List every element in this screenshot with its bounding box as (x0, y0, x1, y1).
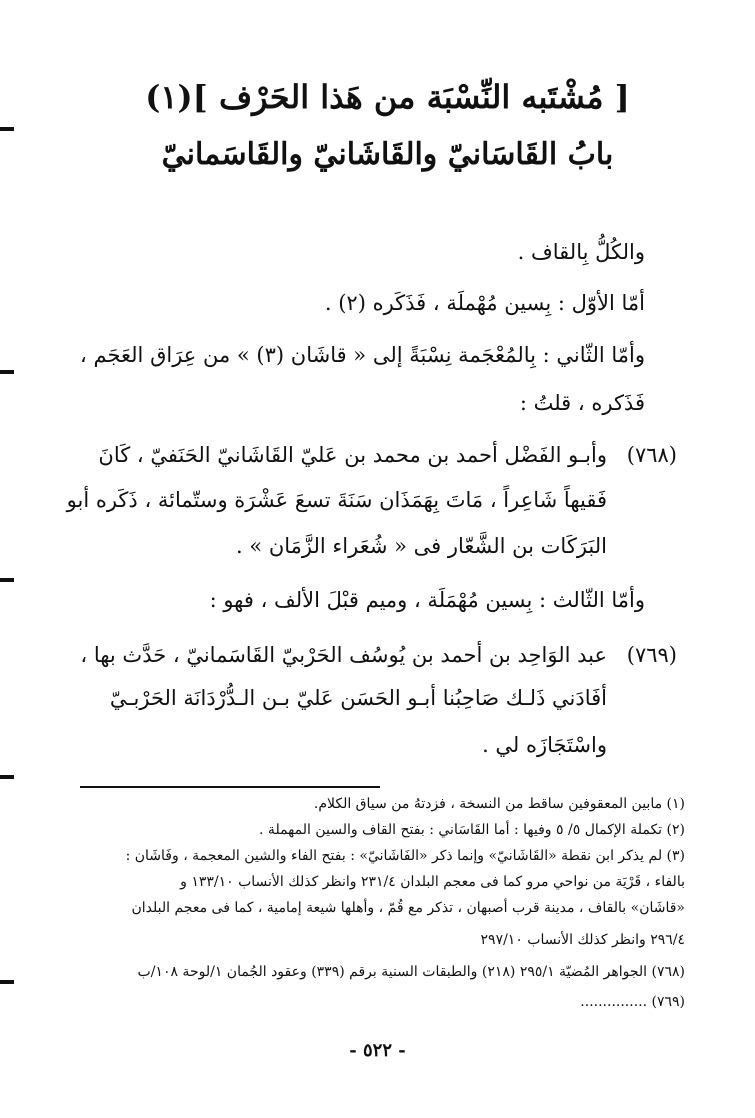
entry-768 (55, 440, 677, 570)
entry-number: (٧٦٨) (626, 443, 677, 467)
footnote-separator (80, 786, 380, 788)
margin-mark (0, 980, 14, 984)
footnote: بالفاء ، قَرْيَة من نواحي مرو كما فى معجم البلدان ٢٣١/٤ وانظر كذلك الأنساب ١٣٣/١٠ و (180, 874, 685, 890)
text-line: البَرَكَات بن الشَّعّار فى « شُعَراء الزَّمَان » . (235, 534, 607, 558)
text-line: وأمّا الثّالث : بِسين مُهْمَلَة ، وميم قبْلَ الألف ، فهو : (209, 588, 645, 612)
margin-mark (0, 370, 14, 374)
footnote: (٧٦٨) الجواهر المُضيّة ٢٩٥/١ (٢١٨) والطبقات السنية برقم (٣٣٩) وعقود الجُمان ١/لوحة ١٠٨/ب (137, 964, 685, 980)
margin-mark (0, 578, 14, 582)
entry-number: (٧٦٩) (626, 643, 677, 667)
text-line: فَقيهاً شَاعِراً ، مَاتَ بِهَمَذَان سَنَةَ تسعَ عَشْرَة وستّمائة ، ذَكَره أبو (66, 488, 607, 512)
footnote: «قاشَان» بالقاف ، مدينة قرب أصبهان ، تذكر مع قُمّ ، وأهلها شيعة إمامية ، كما فى معجم البلدان (131, 900, 685, 916)
entry-769 (55, 640, 677, 770)
footnote: (٣) لم يذكر ابن نقطة «القَاشَانيّ» وإنما ذكر «الفَاشَانيّ» : بفتح الفاء والشين المعجمة ، وفَاشَان : (125, 848, 685, 864)
text-line: فَذَكره ، قلتُ : (519, 391, 645, 415)
text-line: أمّا الأوّل : بِسين مُهْملَة ، فَذَكَره (٢) . (324, 291, 645, 315)
footnote: (١) مابين المعقوفين ساقط من النسخة ، فزدتهُ من سياق الكلام. (313, 796, 685, 812)
margin-mark (0, 127, 14, 131)
page-number: - ٥٢٢ - (349, 1040, 406, 1061)
text-line: وأمّا الثّاني : بِالمُعْجَمة نِسْبَةً إلى « قاشَان (٣) » من عِرَاق العَجَم ، (80, 343, 645, 367)
footnote: (٢) تكملة الإكمال ٥/ ٥ وفيها : أما القَاسَاني : بفتح القاف والسين المهملة . (259, 822, 685, 838)
text-line: واسْتَجَازَه لي . (482, 733, 607, 757)
text-line: والكُلُّ بِالقاف . (517, 240, 645, 264)
text-line: أفَادَني ذَلـك صَاحِبُنا أبـو الحَسَن عَليّ بـن الـدُّرْدَانَة الحَرْبـيّ (109, 686, 607, 710)
footnote: (٧٦٩) ............... (580, 994, 685, 1010)
footnote: ٢٩٦/٤ وانظر كذلك الأنساب ٢٩٧/١٠ (480, 932, 685, 948)
chapter-title: بابُ القَاسَانيّ والقَاشَانيّ والقَاسَمانيّ (161, 137, 614, 172)
text-line: عبد الوَاحِد بن أحمد بن يُوسُف الحَرْبيّ القَاسَمانيّ ، حَدَّث بها ، (80, 643, 607, 667)
margin-mark (0, 775, 14, 779)
page-title: [ مُشْتَبه النِّسْبَة من هَذا الحَرْف ](١) (145, 78, 630, 116)
text-line: وأبـو الفَضْل أحمد بن محمد بن عَليّ القَاشَانيّ الحَنَفيّ ، كَانَ (98, 443, 607, 467)
